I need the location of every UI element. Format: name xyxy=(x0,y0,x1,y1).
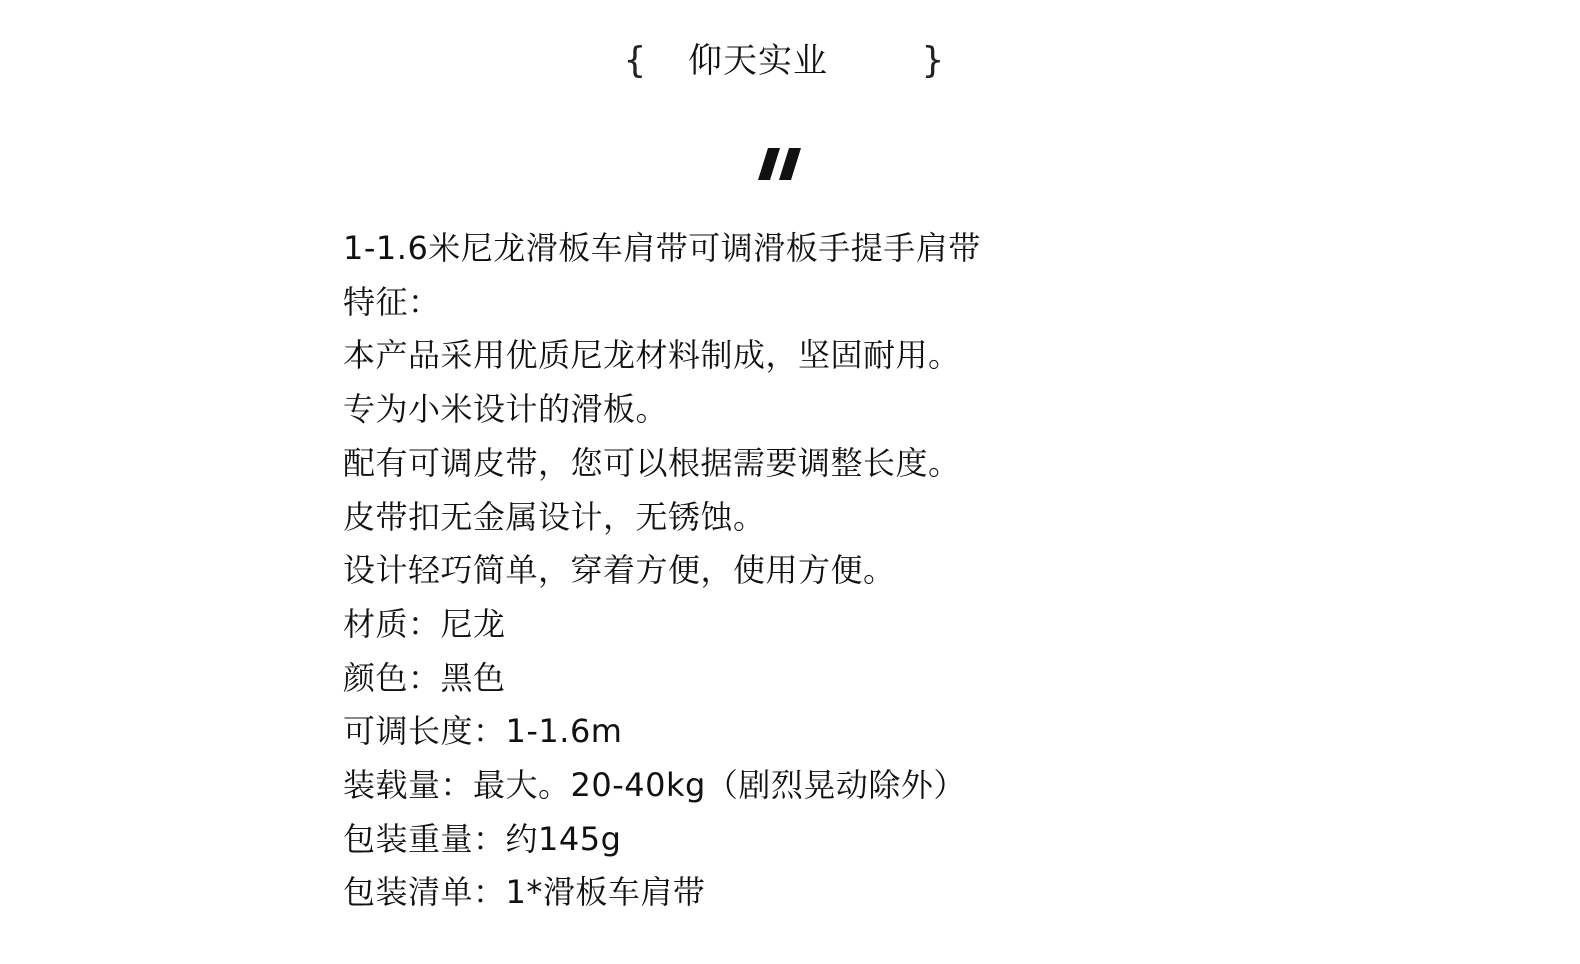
feature-line: 专为小米设计的滑板。 xyxy=(343,390,669,429)
close-brace: } xyxy=(922,40,944,81)
feature-line: 配有可调皮带，您可以根据需要调整长度。 xyxy=(343,443,961,482)
spec-weight: 包装重量：约145g xyxy=(343,819,622,858)
brand-name: 仰天实业 xyxy=(688,41,828,81)
brand-header xyxy=(620,36,950,86)
spec-color: 颜色：黑色 xyxy=(343,658,506,697)
product-description xyxy=(343,222,1103,920)
feature-line: 本产品采用优质尼龙材料制成，坚固耐用。 xyxy=(343,336,961,375)
feature-line: 设计轻巧简单，穿着方便，使用方便。 xyxy=(343,551,896,590)
feature-line: 皮带扣无金属设计，无锈蚀。 xyxy=(343,497,766,536)
double-quote-icon xyxy=(758,146,804,186)
spec-length: 可调长度：1-1.6m xyxy=(343,712,623,751)
features-heading: 特征： xyxy=(343,282,441,321)
spec-load: 装载量：最大。20-40kg（剧烈晃动除外） xyxy=(343,766,966,805)
open-brace: { xyxy=(624,40,646,81)
spec-material: 材质：尼龙 xyxy=(343,604,506,643)
spec-package: 包装清单：1*滑板车肩带 xyxy=(343,873,706,912)
product-title: 1-1.6米尼龙滑板车肩带可调滑板手提手肩带 xyxy=(343,229,981,267)
